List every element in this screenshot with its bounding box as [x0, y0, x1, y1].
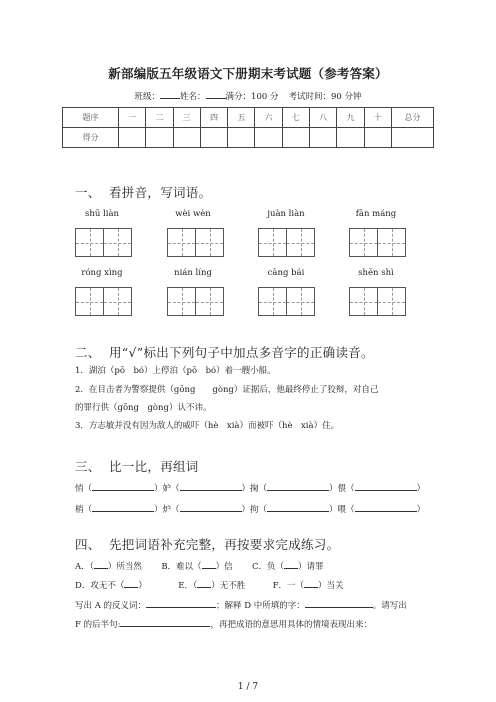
- score-cell-header: 九: [337, 108, 364, 128]
- writing-grid[interactable]: [75, 228, 132, 257]
- answer-blank[interactable]: [202, 560, 216, 569]
- writing-grid[interactable]: [258, 287, 315, 316]
- pinyin-label: nián líng: [174, 268, 212, 278]
- pinyin-label: wèi wèn: [175, 209, 211, 219]
- question-line: 写出 A 的反义词： ；解释 D 中所填的字： 。请写出: [75, 601, 407, 611]
- score-row-label: 得分: [63, 128, 119, 148]
- section-1-heading: 一、 看拼音，写词语。: [75, 185, 212, 200]
- score-input-cell[interactable]: [310, 128, 337, 148]
- page-number: 1 / 7: [237, 682, 259, 692]
- question-line: 的罪行供（gōng gòng）认不讳。: [75, 403, 212, 413]
- pinyin-label: fān máng: [355, 209, 397, 219]
- writing-grid[interactable]: [258, 228, 315, 257]
- name-blank[interactable]: [206, 90, 226, 99]
- score-cell-header: 七: [282, 108, 309, 128]
- idiom-row: D．攻无不（ ） E．（ ）无不胜 F．一（ ）当关: [75, 581, 344, 591]
- question-line: 1．湖泊（pō bó）上停泊（pō bó）着一艘小船。: [75, 366, 276, 376]
- score-cell-header: 十: [364, 108, 391, 128]
- score-table-header-row: [63, 108, 434, 128]
- score-cell-header: 二: [146, 108, 173, 128]
- answer-blank[interactable]: [267, 482, 329, 491]
- word-compare-row: 悄（ ）妒（ ）掬（ ）偎（ ）: [75, 484, 426, 494]
- score-cell-header: 一: [119, 108, 146, 128]
- score-cell-header: 六: [255, 108, 282, 128]
- score-input-cell[interactable]: [282, 128, 309, 148]
- writing-grid[interactable]: [349, 228, 406, 257]
- section-3-heading: 三、 比一比，再组词: [75, 459, 199, 474]
- section-1-title: 看拼音，写词语。: [109, 185, 212, 200]
- section-4-heading: 四、 先把词语补充完整，再按要求完成练习。: [75, 537, 340, 552]
- section-2-title: 用“√”标出下列句子中加点多音字的正确读音。: [109, 345, 374, 360]
- score-input-cell[interactable]: [255, 128, 282, 148]
- class-blank[interactable]: [160, 90, 180, 99]
- answer-blank[interactable]: [180, 482, 242, 491]
- score-cell-header: 五: [228, 108, 255, 128]
- answer-blank[interactable]: [94, 560, 108, 569]
- answer-blank[interactable]: [197, 579, 211, 588]
- score-input-cell[interactable]: [119, 128, 146, 148]
- class-label: 班级：: [134, 92, 161, 102]
- score-cell-header: 八: [310, 108, 337, 128]
- score-input-cell[interactable]: [337, 128, 364, 148]
- section-4-title: 先把词语补充完整，再按要求完成练习。: [109, 537, 340, 552]
- score-cell-header: 题序: [63, 108, 119, 128]
- name-label: 姓名：: [180, 92, 206, 102]
- word-compare-row: 梢（ ）炉（ ）拘（ ）喂（ ）: [75, 505, 426, 515]
- writing-grid[interactable]: [167, 287, 224, 316]
- answer-blank[interactable]: [304, 579, 318, 588]
- score-cell-header: 四: [200, 108, 227, 128]
- page-title: 新部编版五年级语文下册期末考试题（参考答案）: [108, 66, 388, 81]
- score-input-cell[interactable]: [200, 128, 227, 148]
- full-score: 满分：100 分: [225, 92, 279, 102]
- answer-blank[interactable]: [355, 503, 417, 512]
- score-table: [62, 107, 434, 148]
- score-input-cell[interactable]: [173, 128, 200, 148]
- score-input-cell[interactable]: [228, 128, 255, 148]
- question-line: 2．在目击者为警察提供（gōng gòng）证据后，他最终停止了狡辩，对自己: [75, 385, 379, 395]
- pinyin-label: shēn shì: [358, 268, 394, 278]
- idiom-row: A．（ ）所当然 B．难以（ ）信 C．负（ ）请罪: [75, 562, 324, 572]
- answer-blank[interactable]: [124, 579, 138, 588]
- section-2-heading: 二、 用“√”标出下列句子中加点多音字的正确读音。: [75, 345, 374, 360]
- answer-blank[interactable]: [92, 482, 154, 491]
- score-input-cell[interactable]: [364, 128, 391, 148]
- score-table-score-row: [63, 128, 434, 148]
- writing-grid[interactable]: [75, 287, 132, 316]
- question-line: F 的后半句: ，再把成语的意思用具体的情境表现出来：: [75, 620, 372, 630]
- exam-time: 考试时间：90 分钟: [288, 92, 362, 102]
- student-info-line: [0, 90, 496, 102]
- writing-grid[interactable]: [167, 228, 224, 257]
- pinyin-label: shū liàn: [85, 209, 119, 219]
- answer-blank[interactable]: [120, 618, 210, 627]
- answer-blank[interactable]: [305, 599, 373, 608]
- answer-blank[interactable]: [355, 482, 417, 491]
- answer-blank[interactable]: [180, 503, 242, 512]
- answer-blank[interactable]: [284, 560, 298, 569]
- answer-blank[interactable]: [92, 503, 154, 512]
- score-cell-header: 总分: [392, 108, 434, 128]
- writing-grid[interactable]: [349, 287, 406, 316]
- score-input-cell[interactable]: [392, 128, 434, 148]
- section-3-title: 比一比，再组词: [109, 459, 199, 474]
- score-cell-header: 三: [173, 108, 200, 128]
- answer-blank[interactable]: [267, 503, 329, 512]
- pinyin-label: róng xìng: [81, 268, 123, 278]
- answer-blank[interactable]: [146, 599, 216, 608]
- score-input-cell[interactable]: [146, 128, 173, 148]
- pinyin-label: cāng bái: [267, 268, 305, 278]
- pinyin-label: juàn liàn: [267, 209, 305, 219]
- question-line: 3．方志敏并没有因为敌人的威吓（hè xià）而被吓（hè xià）住。: [75, 421, 340, 431]
